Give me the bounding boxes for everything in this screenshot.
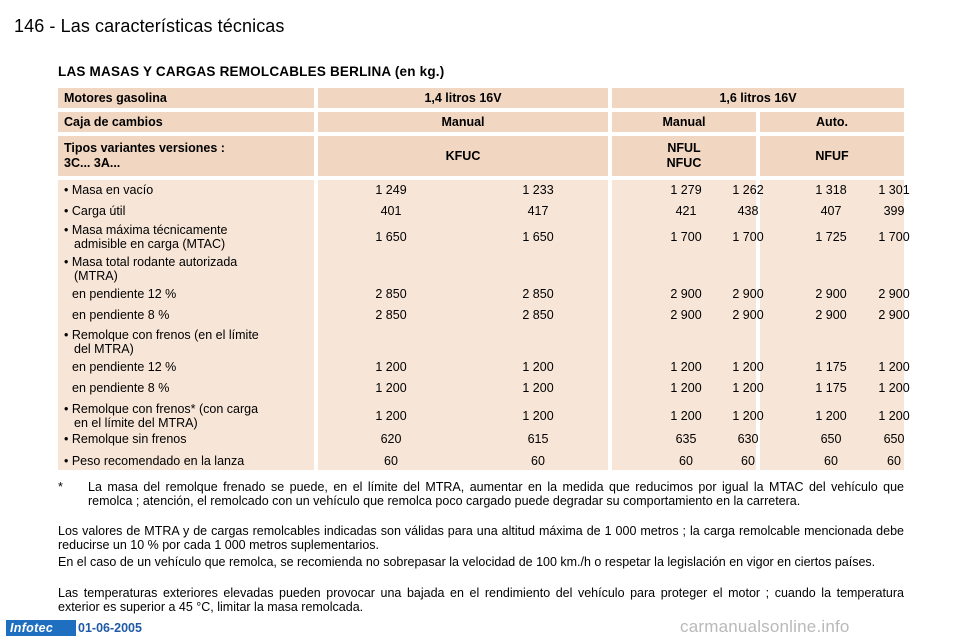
column-divider (314, 180, 318, 470)
row-value: 1 650 (522, 230, 554, 244)
section-title: LAS MASAS Y CARGAS REMOLCABLES BERLINA (en kg.) (58, 64, 445, 79)
note-paragraph: Los valores de MTRA y de cargas remolcables indicadas son válidas para una altitud máxima de 1 000 metros ; la carga remolcable mencionada debe reducirse un 10 % por cada 1 000 metros suplementarios. (58, 524, 904, 552)
row-value: 417 (527, 204, 549, 218)
variant-nful-nfuc (612, 136, 756, 176)
row-value: 1 700 (670, 230, 702, 244)
row-value: 2 850 (375, 287, 407, 301)
watermark: carmanualsonline.info (680, 617, 850, 636)
row-value: 1 200 (732, 381, 764, 395)
row-value: 635 (675, 432, 697, 446)
row-value: 1 200 (375, 409, 407, 423)
row-value: 1 318 (815, 183, 847, 197)
row-value: 407 (820, 204, 842, 218)
row-label-continued: en el límite del MTRA) (74, 416, 198, 430)
row-value: 2 900 (732, 308, 764, 322)
row-label: • Masa en vacío (64, 183, 154, 197)
row-label: • Remolque sin frenos (64, 432, 187, 446)
row-label-continued: admisible en carga (MTAC) (74, 237, 226, 251)
row-value: 60 (741, 454, 755, 468)
variants-label-line2: 3C... 3A... (64, 156, 121, 170)
edition-date: 01-06-2005 (78, 621, 142, 635)
row-label: • Masa total rodante autorizada (64, 255, 238, 269)
row-label: • Masa máxima técnicamente (64, 223, 228, 237)
row-value: 2 850 (375, 308, 407, 322)
row-value: 60 (384, 454, 398, 468)
row-value: 2 900 (878, 287, 910, 301)
row-value: 1 301 (878, 183, 910, 197)
footnote (58, 480, 904, 508)
row-value: 620 (380, 432, 402, 446)
row-value: 615 (527, 432, 549, 446)
row-value: 1 200 (522, 381, 554, 395)
row-value: 630 (737, 432, 759, 446)
note-paragraph: En el caso de un vehículo que remolca, se recomienda no sobrepasar la velocidad de 100 km./h o respetar la legislación en vigor en ciertos países. (58, 555, 876, 569)
row-label: • Carga útil (64, 204, 126, 218)
row-value: 1 200 (878, 409, 910, 423)
gearbox-manual-1: Manual (318, 112, 608, 132)
row-label: en pendiente 8 % (72, 308, 170, 322)
note-paragraph: Las temperaturas exteriores elevadas pueden provocar una bajada en el rendimiento del vehículo para proteger el motor ; cuando la temperatura exterior es superior a 45 °C, limitar la masa remolcada. (58, 586, 904, 614)
variants-label-line1: Tipos variantes versiones : (64, 141, 225, 155)
page-title: 146 - Las características técnicas (14, 16, 285, 36)
row-value: 2 900 (878, 308, 910, 322)
row-value: 60 (531, 454, 545, 468)
footnote-text: La masa del remolque frenado se puede, en el límite del MTRA, aumentar en la medida que reducimos por igual la MTAC del vehículo que remolca ; atención, el remolcado con un vehículo que remolca poco cargado puede degradar su comportamiento en la carretera. (88, 480, 904, 508)
row-value: 421 (675, 204, 697, 218)
row-value: 1 233 (522, 183, 554, 197)
variant-kfuc: KFUC (318, 136, 608, 176)
spec-table-body (58, 180, 910, 470)
row-label: en pendiente 8 % (72, 381, 170, 395)
row-value: 1 200 (522, 409, 554, 423)
row-value: 1 200 (732, 409, 764, 423)
variant-nfuf: NFUF (760, 136, 904, 176)
engine-1-6: 1,6 litros 16V (612, 88, 904, 108)
row-value: 438 (737, 204, 759, 218)
row-value: 1 200 (375, 381, 407, 395)
row-value: 399 (883, 204, 905, 218)
row-value: 2 900 (670, 308, 702, 322)
row-value: 1 175 (815, 381, 847, 395)
row-label: • Peso recomendado en la lanza (64, 454, 245, 468)
row-value: 1 200 (670, 360, 702, 374)
row-value: 1 262 (732, 183, 764, 197)
row-value: 60 (679, 454, 693, 468)
row-value: 1 249 (375, 183, 407, 197)
row-value: 1 200 (670, 381, 702, 395)
gearbox-manual-2: Manual (612, 112, 756, 132)
row-value: 1 725 (815, 230, 847, 244)
column-divider (608, 180, 612, 470)
variants-label (58, 136, 314, 176)
variant-nful: NFUL (667, 141, 701, 155)
infotec-logo: Infotec (6, 620, 76, 636)
row-label: • Remolque con frenos (en el límite (64, 328, 259, 342)
row-value: 2 900 (732, 287, 764, 301)
row-value: 1 650 (375, 230, 407, 244)
column-divider (756, 180, 760, 470)
row-value: 1 200 (815, 409, 847, 423)
row-value: 1 200 (375, 360, 407, 374)
row-value: 1 200 (670, 409, 702, 423)
gearbox-label: Caja de cambios (58, 112, 314, 132)
row-label: en pendiente 12 % (72, 360, 177, 374)
row-value: 401 (380, 204, 402, 218)
row-value: 2 850 (522, 287, 554, 301)
row-value: 60 (824, 454, 838, 468)
gearbox-auto: Auto. (760, 112, 904, 132)
row-value: 1 200 (878, 381, 910, 395)
variant-nfuc: NFUC (666, 156, 702, 170)
footnote-star: * (58, 480, 63, 494)
engine-1-4: 1,4 litros 16V (318, 88, 608, 108)
row-value: 1 700 (878, 230, 910, 244)
row-value: 2 900 (815, 287, 847, 301)
row-value: 650 (820, 432, 842, 446)
engine-label: Motores gasolina (58, 88, 314, 108)
row-value: 2 900 (670, 287, 702, 301)
row-value: 1 200 (522, 360, 554, 374)
row-value: 1 700 (732, 230, 764, 244)
row-label: • Remolque con frenos* (con carga (64, 402, 259, 416)
row-label: en pendiente 12 % (72, 287, 177, 301)
row-value: 1 200 (732, 360, 764, 374)
row-value: 2 850 (522, 308, 554, 322)
row-value: 1 279 (670, 183, 702, 197)
row-label-continued: del MTRA) (74, 342, 134, 356)
row-value: 1 200 (878, 360, 910, 374)
row-label-continued: (MTRA) (74, 269, 118, 283)
row-value: 60 (887, 454, 901, 468)
row-value: 650 (883, 432, 905, 446)
row-value: 1 175 (815, 360, 847, 374)
row-value: 2 900 (815, 308, 847, 322)
